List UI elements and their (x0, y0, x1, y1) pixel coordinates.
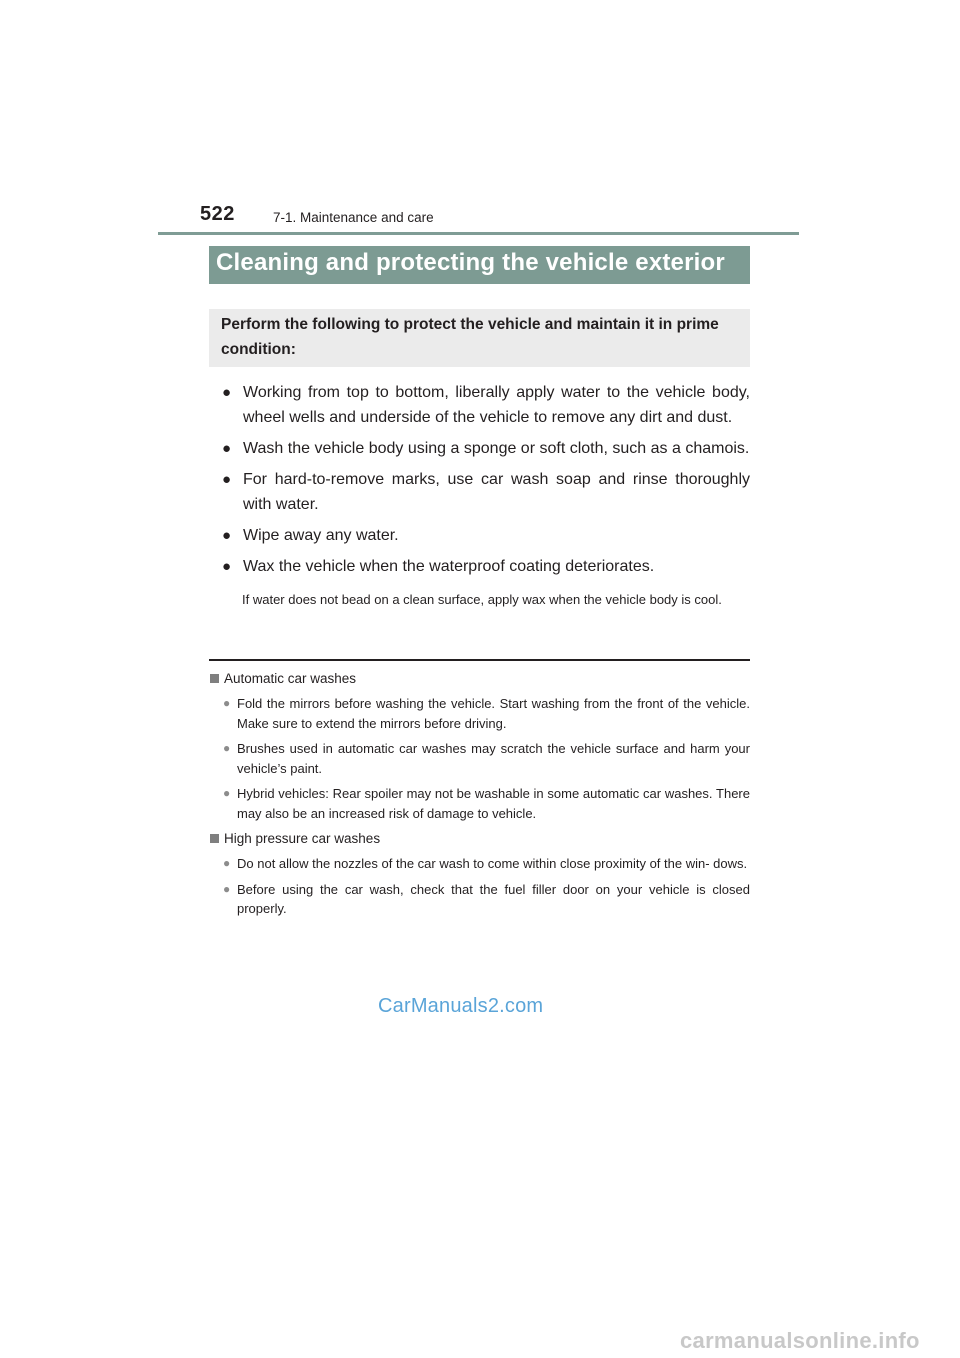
bullet-icon: ● (222, 440, 232, 457)
bullet-icon: ● (222, 384, 232, 401)
note-text: Before using the car wash, check that the fuel filler door on your vehicle is closed properly. (237, 881, 750, 916)
intro-text: Perform the following to protect the vehicle and maintain it in prime condition: (221, 316, 719, 358)
note-item (210, 739, 750, 778)
note-text: Brushes used in automatic car washes may scratch the vehicle surface and harm your vehicle’s paint. (237, 741, 750, 776)
step-text: Wax the vehicle when the waterproof coating deteriorates. (243, 558, 655, 575)
bullet-icon: ● (222, 527, 232, 544)
step-text: Wash the vehicle body using a sponge or soft cloth, such as a chamois. (243, 440, 750, 457)
section-divider (209, 659, 750, 661)
bullet-icon: ● (223, 786, 231, 800)
step-text: Wipe away any water. (243, 527, 399, 544)
note-item (210, 854, 750, 874)
bullet-icon: ● (223, 856, 231, 870)
procedure-step (220, 436, 750, 461)
procedure-step (220, 523, 750, 548)
procedure-step (220, 467, 750, 517)
running-header: 7-1. Maintenance and care (273, 210, 434, 225)
watermark-link[interactable]: CarManuals2.com (378, 995, 544, 1017)
note-item (210, 880, 750, 919)
square-bullet-icon (210, 834, 219, 843)
bullet-icon: ● (223, 881, 231, 896)
square-bullet-icon (210, 674, 219, 683)
note-text: Do not allow the nozzles of the car wash to come within close proximity of the win- dows. (237, 856, 748, 871)
bullet-icon: ● (222, 558, 232, 575)
step-text: Working from top to bottom, liberally apply water to the vehicle body, wheel wells and underside of the vehicle to remove any dirt and dust. (243, 384, 750, 426)
notes-section (210, 669, 750, 925)
note-item (210, 694, 750, 733)
intro-box (209, 309, 750, 367)
bullet-icon: ● (223, 741, 231, 755)
wax-note: If water does not bead on a clean surface, apply wax when the vehicle body is cool. (242, 592, 722, 607)
note-text: Hybrid vehicles: Rear spoiler may not be washable in some automatic car washes. There may also be an increased risk of damage to vehicle. (237, 786, 750, 821)
header-rule (158, 232, 799, 235)
note-list (210, 694, 750, 823)
watermark-footer: carmanualsonline.info (680, 1328, 920, 1353)
note-heading (210, 669, 750, 689)
note-heading (210, 829, 750, 849)
note-heading-text: High pressure car washes (224, 831, 381, 846)
title-bar (209, 246, 750, 284)
bullet-icon: ● (223, 696, 231, 710)
note-text: Fold the mirrors before washing the vehicle. Start washing from the front of the vehicle. Make sure to extend the mirrors before driving. (237, 696, 750, 731)
note-list (210, 854, 750, 919)
bullet-icon: ● (222, 471, 232, 488)
page-title: Cleaning and protecting the vehicle exterior (216, 249, 725, 276)
step-text: For hard-to-remove marks, use car wash soap and rinse thoroughly with water. (243, 471, 750, 513)
procedure-list (220, 380, 750, 585)
procedure-step (220, 380, 750, 430)
page-number: 522 (200, 203, 235, 225)
procedure-step (220, 554, 750, 579)
note-item (210, 784, 750, 823)
note-heading-text: Automatic car washes (224, 671, 357, 686)
